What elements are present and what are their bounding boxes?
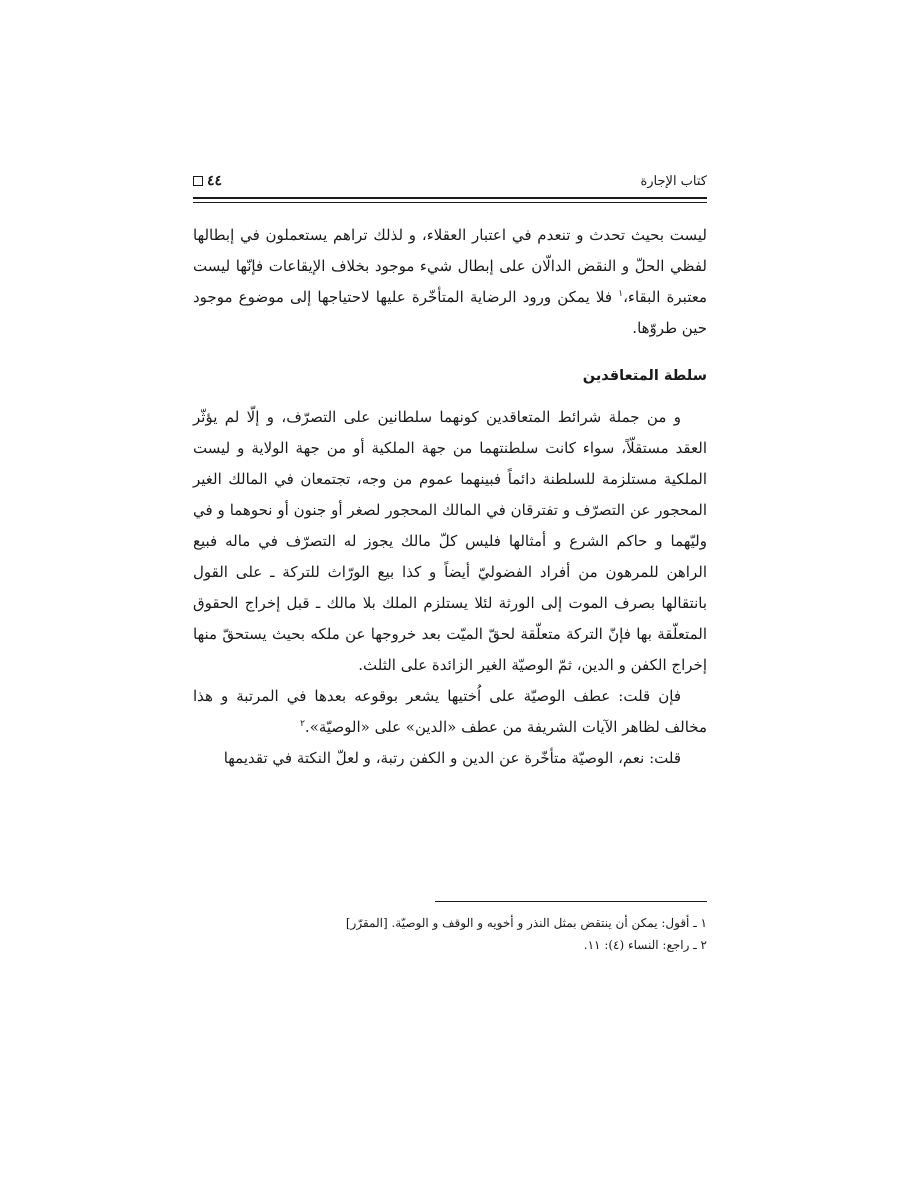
paragraph-3	[193, 681, 707, 743]
footnotes	[193, 912, 707, 956]
footnote-2: ٢ ـ راجع: النساء (٤): ١١.	[583, 938, 707, 952]
paragraph-1-text: ليست بحيث تحدث و تنعدم في اعتبار العقلاء، و لذلك تراهم يستعملون في إبطالها لفظي الحلّ و النقض الدالّان على إبطال شيء موجود بخلاف الإيقاعات فإنّها ليست معتبرة البقاء،	[193, 226, 707, 306]
page-number: ٤٤	[207, 173, 223, 189]
square-box-icon	[193, 176, 203, 186]
paragraph-4: قلت: نعم، الوصيّة متأخّرة عن الدين و الكفن رتبة، و لعلّ النكتة في تقديمها	[223, 749, 681, 767]
header-rule-thick	[193, 197, 707, 199]
paragraph-1-continued: فلا يمكن ورود الرضاية المتأخّرة عليها لاحتياجها إلى موضوع موجود حين طروّها.	[193, 288, 707, 337]
header-rule-thin	[193, 202, 707, 203]
footnote-ref-2: ٢	[300, 719, 305, 729]
paragraph-2: و من جملة شرائط المتعاقدين كونهما سلطانين على التصرّف، و إلّا لم يؤثّر العقد مستقلّاً، سواء كانت سلطنتهما من جهة الملكية أو من جهة الولاية و ليست الملكية مستلزمة للسلطنة دائماً فبينهما عموم من وجه، تجتمعان في المالك الغير المحجور عن التصرّف و تفترقان في المالك المحجور لصغر أو جنون أو نحوهما و في وليّهما و حاكم الشرع و أمثالها فليس كلّ مالك يجوز له التصرّف في ماله فبيع الراهن للمرهون من أفراد الفضوليّ أيضاً و كذا بيع الورّاث للتركة ـ على القول بانتقالها بصرف الموت إلى الورثة لئلا يستلزم الملك بلا مالك ـ قبل إخراج الحقوق المتعلّقة بها فإنّ التركة متعلّقة لحقّ الميّت بعد خروجها عن ملكه بحيث يستحقّ منها إخراج الكفن و الدين، ثمّ الوصيّة الغير الزائدة على الثلث.	[193, 408, 707, 674]
section-heading: سلطة المتعاقدين	[582, 368, 707, 384]
page-header	[193, 171, 707, 197]
running-title: كتاب الإجارة	[640, 174, 707, 189]
page-number-block	[193, 172, 222, 190]
paragraph-3-text: فإن قلت: عطف الوصيّة على اُختيها يشعر بوقوعه بعدها في المرتبة و هذا مخالف لظاهر الآيات الشريفة من عطف «الدين» على «الوصيّة».	[193, 687, 707, 736]
paragraph-1	[193, 220, 707, 344]
main-text	[193, 220, 707, 774]
footnote-1: ١ ـ أقول: يمكن أن ينتقض بمثل النذر و أخويه و الوقف و الوصيّة. [المقرّر]	[345, 916, 707, 930]
footnote-ref-1: ١	[618, 289, 624, 299]
footnote-rule	[435, 901, 707, 902]
